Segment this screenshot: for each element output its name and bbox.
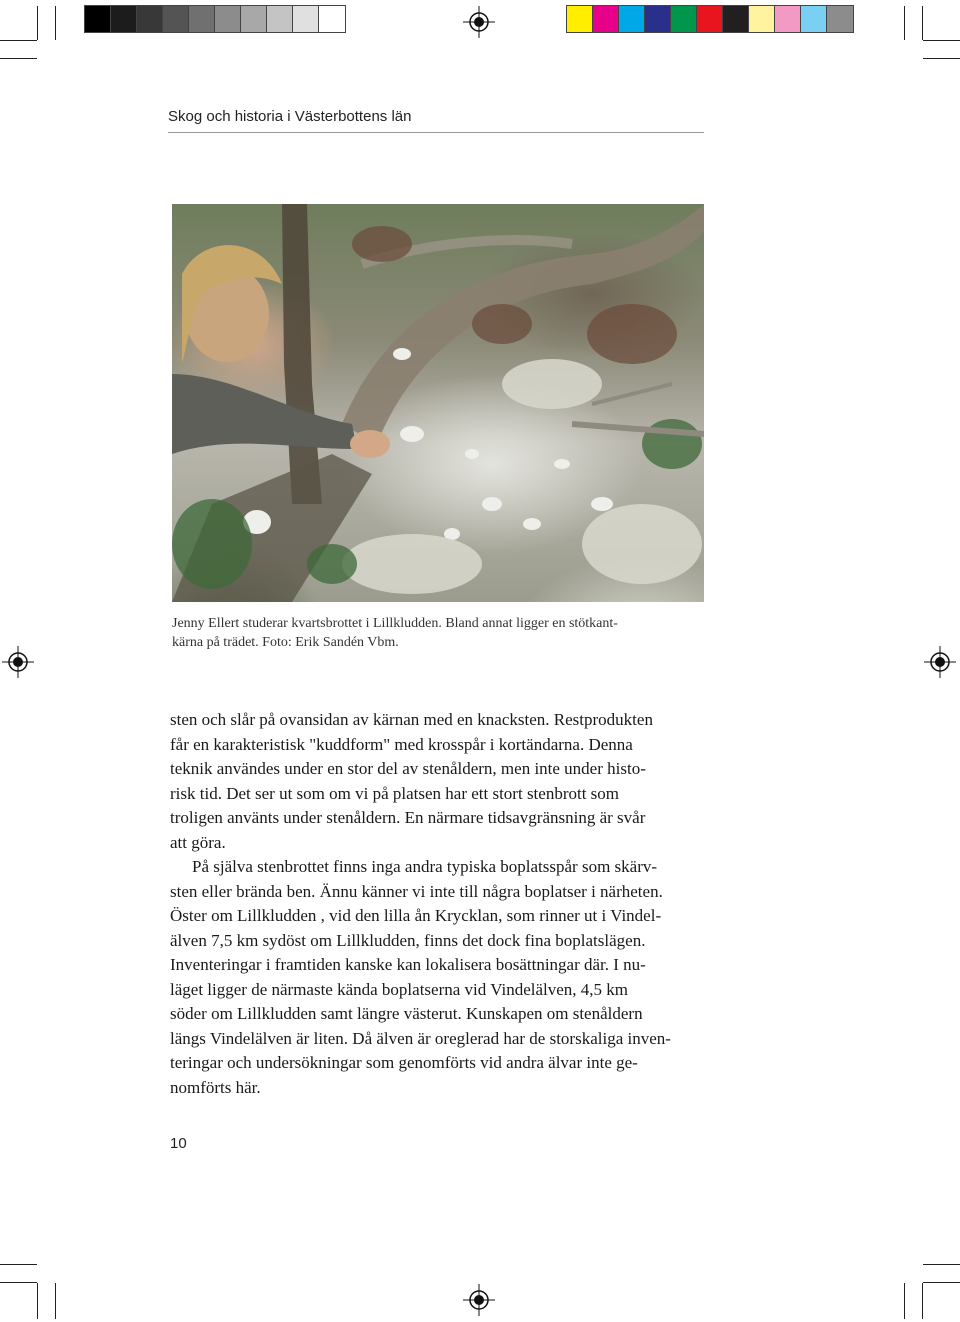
color-swatch (85, 6, 111, 32)
crop-mark (0, 1264, 37, 1265)
body-line: söder om Lillkludden samt längre västerut. Kunskapen om stenåldern (170, 1004, 643, 1023)
body-line: får en karakteristisk "kuddform" med krosspår i kortändarna. Denna (170, 734, 633, 754)
color-swatch (619, 6, 645, 32)
crop-mark (55, 1283, 56, 1319)
body-line: På själva stenbrottet finns inga andra typiska boplatsspår som skärv- (192, 857, 658, 876)
color-swatch (319, 6, 345, 32)
body-line: sten och slår på ovansidan av kärnan med en knacksten. Restprodukten (170, 710, 653, 729)
color-swatch (293, 6, 319, 32)
registration-mark-icon (463, 1284, 495, 1316)
color-swatch (671, 6, 697, 32)
color-swatch (645, 6, 671, 32)
crop-mark (37, 1283, 38, 1319)
body-line: Inventeringar i framtiden kanske kan lokalisera bosättningar där. I nu- (170, 955, 646, 974)
color-swatch (137, 6, 163, 32)
crop-mark (0, 40, 37, 41)
color-swatch (241, 6, 267, 32)
color-swatch (189, 6, 215, 32)
color-swatch (697, 6, 723, 32)
color-swatch (567, 6, 593, 32)
registration-mark-icon (463, 6, 495, 38)
color-swatch (267, 6, 293, 32)
header-rule (168, 132, 704, 133)
crop-mark (37, 6, 38, 40)
crop-mark (923, 1264, 960, 1265)
crop-mark (923, 58, 960, 59)
crop-mark (0, 58, 37, 59)
crop-mark (0, 1282, 37, 1283)
color-swatch (723, 6, 749, 32)
body-line: älven 7,5 km sydöst om Lillkludden, finns det dock fina boplatslägen. (170, 930, 646, 950)
crop-mark (904, 6, 905, 40)
process-color-bar (566, 5, 854, 33)
color-swatch (111, 6, 137, 32)
body-line: längs Vindelälven är liten. Då älven är oreglerad har de storskaliga inven- (170, 1028, 671, 1048)
body-line: Öster om Lillkludden , vid den lilla ån Krycklan, som rinner ut i Vindel- (170, 906, 662, 925)
caption-line: Jenny Ellert studerar kvartsbrottet i Lillkludden. Bland annat ligger en stötkant- (172, 616, 618, 631)
body-text (170, 708, 704, 1100)
photo-illustration (172, 204, 704, 602)
registration-mark-icon (924, 646, 956, 678)
crop-mark (923, 40, 960, 41)
color-swatch (163, 6, 189, 32)
crop-mark (922, 1283, 923, 1319)
crop-mark (922, 6, 923, 40)
color-swatch (215, 6, 241, 32)
figure-caption (172, 614, 706, 652)
photo (172, 204, 704, 602)
crop-mark (904, 1283, 905, 1319)
color-swatch (827, 6, 853, 32)
page-number: 10 (170, 1135, 187, 1152)
body-line: teknik användes under en stor del av stenåldern, men inte under histo- (170, 759, 646, 778)
body-line: teringar och undersökningar som genomförts vid andra älvar inte ge- (170, 1053, 638, 1072)
color-swatch (775, 6, 801, 32)
color-swatch (801, 6, 827, 32)
body-line: nomförts här. (170, 1077, 261, 1097)
body-line: troligen använts under stenåldern. En närmare tidsavgränsning är svår (170, 808, 646, 827)
body-line: sten eller brända ben. Ännu känner vi inte till några boplatser i närheten. (170, 881, 663, 901)
caption-line: kärna på trädet. Foto: Erik Sandén Vbm. (172, 635, 399, 650)
crop-mark (923, 1282, 960, 1283)
color-swatch (593, 6, 619, 32)
body-line: risk tid. Det ser ut som om vi på platsen har ett stort stenbrott som (170, 783, 620, 803)
body-line: att göra. (170, 832, 226, 852)
grayscale-color-bar (84, 5, 346, 33)
running-header: Skog och historia i Västerbottens län (168, 108, 412, 125)
registration-mark-icon (2, 646, 34, 678)
color-swatch (749, 6, 775, 32)
body-line: läget ligger de närmaste kända boplatserna vid Vindelälven, 4,5 km (170, 979, 628, 999)
crop-mark (55, 6, 56, 40)
